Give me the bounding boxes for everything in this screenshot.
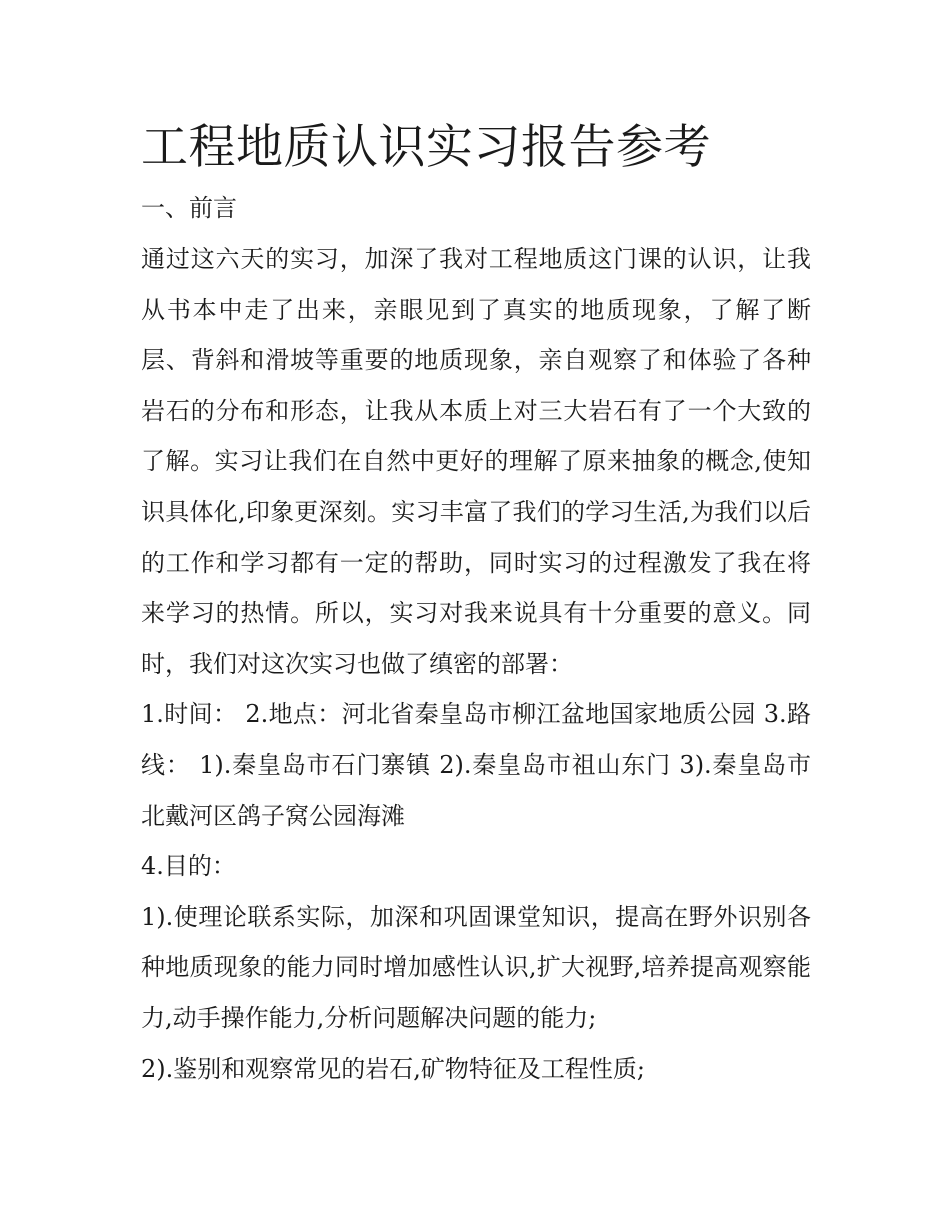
document-title: 工程地质认识实习报告参考	[141, 120, 711, 175]
goals-list	[141, 892, 811, 1094]
list-item-goal-2: 2).鉴别和观察常见的岩石,矿物特征及工程性质;	[141, 1054, 645, 1083]
paragraph-time-place-route: 1.时间： 2.地点：河北省秦皇岛市柳江盆地国家地质公园 3.路线： 1).秦皇岛市石门寨镇 2).秦皇岛市祖山东门 3).秦皇岛市北戴河区鸽子窝公园海滩	[141, 700, 811, 830]
paragraph-intro: 通过这六天的实习，加深了我对工程地质这门课的认识，让我从书本中走了出来，亲眼见到了真实的地质现象，了解了断层、背斜和滑坡等重要的地质现象，亲自观察了和体验了各种岩石的分布和形态，让我从本质上对三大岩石有了一个大致的了解。实习让我们在自然中更好的理解了原来抽象的概念,使知识具体化,印象更深刻。实习丰富了我们的学习生活,为我们以后的工作和学习都有一定的帮助，同时实习的过程激发了我在将来学习的热情。所以，实习对我来说具有十分重要的意义。同时，我们对这次实习也做了缜密的部署：	[141, 245, 811, 678]
section-heading-preface: 一、前言	[141, 194, 237, 222]
document-body	[141, 112, 811, 1094]
list-item-goal-1: 1).使理论联系实际，加深和巩固课堂知识，提高在野外识别各种地质现象的能力同时增加感性认识,扩大视野,培养提高观察能力,动手操作能力,分析问题解决问题的能力;	[141, 902, 811, 1032]
paragraph-purpose-heading: 4.目的：	[141, 852, 236, 881]
